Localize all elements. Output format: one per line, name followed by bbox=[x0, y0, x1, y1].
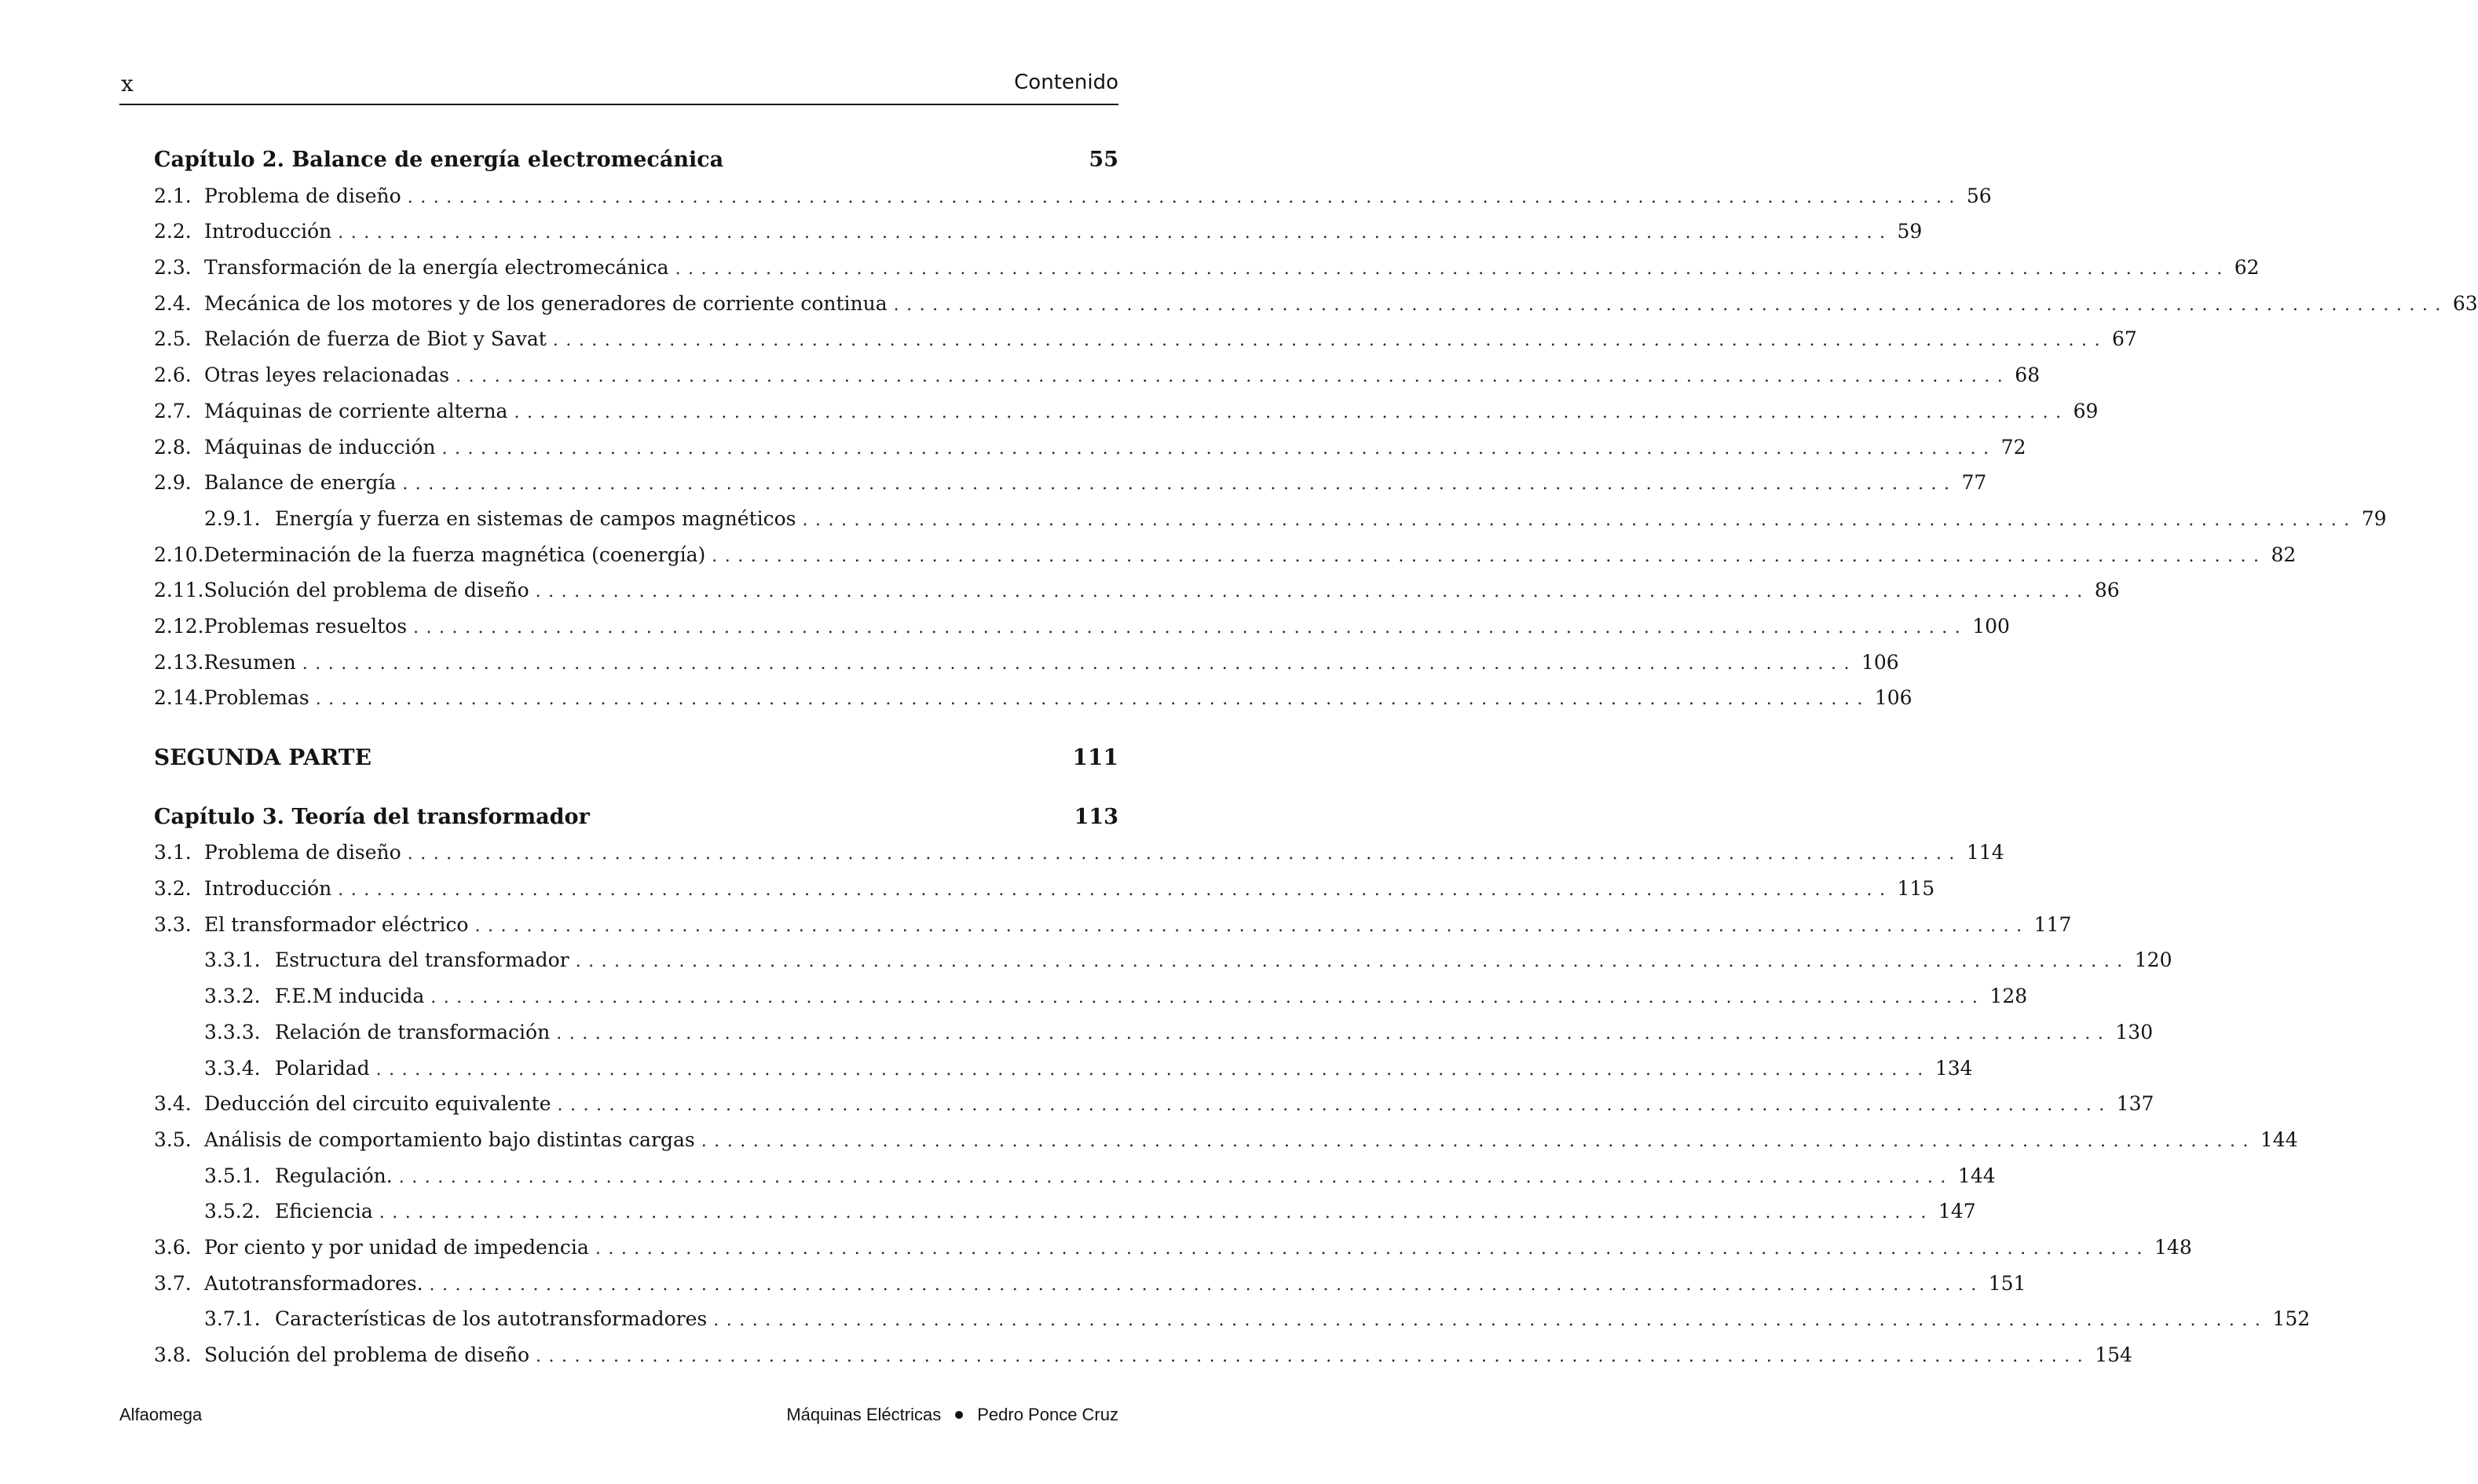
toc-section-entry[interactable]: 2.4. Mecánica de los motores y de los generadores de corriente continua ........................................................................................................................ 63 bbox=[154, 286, 1118, 322]
entry-title: Problema de diseño bbox=[204, 841, 401, 864]
toc-subsection-entry[interactable]: 3.3.4. Polaridad ........................................................................................................................ 134 bbox=[154, 1051, 1118, 1087]
entry-number: 2.13. bbox=[154, 650, 204, 674]
entry-title: Regulación. bbox=[275, 1164, 393, 1187]
entry-number: 3.3.2. bbox=[204, 985, 261, 1008]
entry-page: 106 bbox=[1861, 650, 1899, 674]
entry-page: 115 bbox=[1897, 877, 1935, 901]
toc-section-entry[interactable]: 2.1. Problema de diseño ........................................................................................................................ 56 bbox=[154, 178, 1118, 214]
author-name: Pedro Ponce Cruz bbox=[977, 1405, 1118, 1424]
entry-number: 3.2. bbox=[154, 877, 192, 901]
entry-number: 3.3. bbox=[154, 912, 192, 936]
toc-section-entry[interactable]: 3.4. Deducción del circuito equivalente ........................................................................................................................ 137 bbox=[154, 1086, 1118, 1122]
toc-subsection-entry[interactable]: 2.9.1. Energía y fuerza en sistemas de campos magnéticos ........................................................................................................................ 79 bbox=[154, 501, 1118, 537]
entry-title: Mecánica de los motores y de los generadores de corriente continua bbox=[204, 291, 888, 315]
entry-page: 137 bbox=[2116, 1092, 2154, 1116]
entry-title: Estructura del transformador bbox=[275, 949, 569, 972]
entry-title: Problema de diseño bbox=[204, 184, 401, 207]
entry-page: 144 bbox=[1957, 1164, 1996, 1187]
entry-page: 148 bbox=[2154, 1235, 2192, 1259]
bullet-icon bbox=[955, 1411, 963, 1419]
entry-title: Polaridad bbox=[275, 1056, 370, 1080]
entry-number: 3.5.2. bbox=[204, 1200, 261, 1223]
toc-section-entry[interactable]: 2.9. Balance de energía ........................................................................................................................ 77 bbox=[154, 465, 1118, 501]
entry-title: Análisis de comportamiento bajo distintas cargas bbox=[204, 1128, 695, 1151]
entry-page: 82 bbox=[2271, 543, 2297, 566]
toc-subsection-entry[interactable]: 3.5.1. Regulación. ........................................................................................................................ 144 bbox=[154, 1158, 1118, 1194]
entry-title: El transformador eléctrico bbox=[204, 912, 469, 936]
entry-number: 3.7.1. bbox=[204, 1307, 261, 1331]
chapter-page: 113 bbox=[1074, 804, 1118, 829]
entry-title: Máquinas de corriente alterna bbox=[204, 399, 508, 422]
entry-number: 3.6. bbox=[154, 1235, 192, 1259]
entry-title: Introducción bbox=[204, 220, 332, 243]
entry-page: 144 bbox=[2260, 1128, 2298, 1151]
toc-section-entry[interactable]: 2.11. Solución del problema de diseño ........................................................................................................................ 86 bbox=[154, 572, 1118, 609]
entry-title: Características de los autotransformadores bbox=[275, 1307, 708, 1331]
toc-section-entry[interactable]: 3.8. Solución del problema de diseño ........................................................................................................................ 154 bbox=[154, 1337, 1118, 1373]
toc-section-entry[interactable]: 2.5. Relación de fuerza de Biot y Savat ........................................................................................................................ 67 bbox=[154, 321, 1118, 357]
toc-section-entry[interactable]: 2.3. Transformación de la energía electromecánica ........................................................................................................................ 62 bbox=[154, 250, 1118, 286]
toc-chapter-heading[interactable] bbox=[154, 799, 1118, 835]
entry-title: Relación de transformación bbox=[275, 1020, 551, 1044]
entry-page: 130 bbox=[2115, 1020, 2154, 1044]
entry-number: 3.1. bbox=[154, 841, 192, 864]
entry-title: Solución del problema de diseño bbox=[204, 1343, 529, 1366]
entry-number: 2.12. bbox=[154, 614, 204, 638]
running-section-title: Contenido bbox=[1014, 71, 1118, 94]
entry-page: 147 bbox=[1938, 1200, 1976, 1223]
chapter3-entries bbox=[154, 835, 2311, 1373]
entry-title: Relación de fuerza de Biot y Savat bbox=[204, 327, 547, 351]
toc-section-entry[interactable]: 3.1. Problema de diseño ........................................................................................................................ 114 bbox=[154, 835, 1118, 871]
entry-title: Resumen bbox=[203, 650, 296, 674]
chapter-title: Capítulo 2. Balance de energía electromecánica bbox=[154, 148, 724, 172]
chapter2-entries bbox=[154, 178, 2478, 716]
entry-number: 3.3.1. bbox=[204, 949, 261, 972]
entry-number: 2.5. bbox=[154, 327, 192, 351]
footer-book-info bbox=[786, 1405, 1118, 1425]
toc-section-entry[interactable]: 3.5. Análisis de comportamiento bajo distintas cargas ........................................................................................................................ 144 bbox=[154, 1122, 1118, 1158]
entry-number: 3.3.4. bbox=[204, 1056, 261, 1080]
page-number: x bbox=[121, 71, 134, 97]
entry-number: 2.7. bbox=[154, 399, 192, 422]
toc-section-entry[interactable]: 2.2. Introducción ........................................................................................................................ 59 bbox=[154, 214, 1118, 250]
toc-subsection-entry[interactable]: 3.3.3. Relación de transformación ........................................................................................................................ 130 bbox=[154, 1014, 1118, 1051]
toc-section-entry[interactable]: 2.6. Otras leyes relacionadas ........................................................................................................................ 68 bbox=[154, 357, 1118, 393]
entry-title: Deducción del circuito equivalente bbox=[204, 1092, 551, 1116]
part-page: 111 bbox=[1072, 744, 1118, 770]
entry-title: Otras leyes relacionadas bbox=[204, 364, 450, 387]
table-of-contents bbox=[154, 142, 2478, 1373]
entry-page: 77 bbox=[1961, 471, 1987, 495]
page-footer bbox=[119, 1405, 1118, 1430]
entry-title: Determinación de la fuerza magnética (coenergía) bbox=[203, 543, 706, 566]
entry-page: 134 bbox=[1934, 1056, 1973, 1080]
entry-title: Autotransformadores. bbox=[204, 1271, 423, 1295]
toc-subsection-entry[interactable]: 3.3.2. F.E.M inducida ........................................................................................................................ 128 bbox=[154, 978, 1118, 1014]
toc-part-heading[interactable] bbox=[154, 740, 1118, 776]
entry-page: 69 bbox=[2073, 399, 2099, 422]
entry-title: Problemas bbox=[203, 686, 309, 710]
toc-section-entry[interactable]: 2.13. Resumen ........................................................................................................................ 106 bbox=[154, 645, 1118, 681]
toc-section-entry[interactable]: 3.3. El transformador eléctrico ........................................................................................................................ 117 bbox=[154, 907, 1118, 943]
entry-title: Por ciento y por unidad de impedencia bbox=[204, 1235, 589, 1259]
toc-section-entry[interactable]: 3.2. Introducción ........................................................................................................................ 115 bbox=[154, 871, 1118, 907]
entry-number: 2.9.1. bbox=[204, 506, 261, 530]
entry-page: 154 bbox=[2095, 1343, 2132, 1366]
entry-page: 128 bbox=[1989, 985, 2028, 1008]
toc-section-entry[interactable]: 2.12. Problemas resueltos ........................................................................................................................ 100 bbox=[154, 609, 1118, 645]
page-header bbox=[119, 71, 1118, 105]
chapter-page: 55 bbox=[1089, 148, 1118, 172]
entry-title: Solución del problema de diseño bbox=[203, 579, 529, 602]
entry-number: 2.10. bbox=[154, 543, 204, 566]
toc-section-entry[interactable]: 2.10. Determinación de la fuerza magnética (coenergía) ........................................................................................................................ 82 bbox=[154, 537, 1118, 573]
part-title: SEGUNDA PARTE bbox=[154, 744, 372, 770]
toc-subsection-entry[interactable]: 3.7.1. Características de los autotransformadores ........................................................................................................................ 152 bbox=[154, 1301, 1118, 1337]
entry-number: 3.4. bbox=[154, 1092, 192, 1116]
entry-page: 72 bbox=[2000, 435, 2026, 459]
entry-title: Balance de energía bbox=[204, 471, 397, 495]
book-title: Máquinas Eléctricas bbox=[786, 1405, 942, 1424]
entry-title: Introducción bbox=[204, 877, 332, 901]
entry-number: 2.6. bbox=[154, 364, 192, 387]
toc-section-entry[interactable]: 2.14. Problemas ........................................................................................................................ 106 bbox=[154, 680, 1118, 716]
entry-title: Máquinas de inducción bbox=[204, 435, 436, 459]
entry-page: 120 bbox=[2134, 949, 2172, 972]
entry-title: Transformación de la energía electromecánica bbox=[204, 256, 669, 280]
entry-page: 59 bbox=[1897, 220, 1923, 243]
entry-page: 63 bbox=[2452, 291, 2478, 315]
entry-page: 152 bbox=[2272, 1307, 2311, 1331]
entry-number: 3.5.1. bbox=[204, 1164, 261, 1187]
toc-section-entry[interactable]: 3.7. Autotransformadores. ........................................................................................................................ 151 bbox=[154, 1266, 1118, 1302]
entry-number: 2.4. bbox=[154, 291, 192, 315]
entry-page: 68 bbox=[2015, 364, 2041, 387]
entry-number: 2.11. bbox=[154, 579, 204, 602]
entry-number: 2.2. bbox=[154, 220, 192, 243]
toc-subsection-entry[interactable]: 3.5.2. Eficiencia ........................................................................................................................ 147 bbox=[154, 1193, 1118, 1230]
entry-page: 117 bbox=[2033, 912, 2072, 936]
toc-chapter-heading[interactable] bbox=[154, 142, 1118, 178]
toc-section-entry[interactable]: 3.6. Por ciento y por unidad de impedencia ........................................................................................................................ 148 bbox=[154, 1230, 1118, 1266]
chapter-title: Capítulo 3. Teoría del transformador bbox=[154, 804, 590, 829]
entry-title: Eficiencia bbox=[275, 1200, 373, 1223]
entry-number: 3.3.3. bbox=[204, 1020, 261, 1044]
entry-page: 67 bbox=[2112, 327, 2137, 351]
entry-page: 106 bbox=[1874, 686, 1912, 710]
toc-section-entry[interactable]: 2.7. Máquinas de corriente alterna ........................................................................................................................ 69 bbox=[154, 393, 1118, 429]
entry-title: F.E.M inducida bbox=[275, 985, 425, 1008]
toc-section-entry[interactable]: 2.8. Máquinas de inducción ........................................................................................................................ 72 bbox=[154, 429, 1118, 466]
entry-page: 114 bbox=[1966, 841, 2004, 864]
entry-page: 100 bbox=[1972, 614, 2010, 638]
entry-page: 86 bbox=[2094, 579, 2120, 602]
entry-number: 3.5. bbox=[154, 1128, 192, 1151]
entry-number: 2.8. bbox=[154, 435, 192, 459]
entry-number: 2.14. bbox=[154, 686, 204, 710]
publisher-name: Alfaomega bbox=[119, 1405, 203, 1424]
entry-page: 79 bbox=[2361, 506, 2387, 530]
entry-number: 3.8. bbox=[154, 1343, 192, 1366]
entry-title: Energía y fuerza en sistemas de campos magnéticos bbox=[275, 506, 796, 530]
entry-number: 2.3. bbox=[154, 256, 192, 280]
entry-page: 151 bbox=[1988, 1271, 2026, 1295]
entry-page: 56 bbox=[1966, 184, 1992, 207]
entry-number: 2.9. bbox=[154, 471, 192, 495]
entry-number: 3.7. bbox=[154, 1271, 192, 1295]
entry-number: 2.1. bbox=[154, 184, 192, 207]
entry-title: Problemas resueltos bbox=[203, 614, 408, 638]
entry-page: 62 bbox=[2234, 256, 2260, 280]
toc-subsection-entry[interactable]: 3.3.1. Estructura del transformador ........................................................................................................................ 120 bbox=[154, 942, 1118, 978]
